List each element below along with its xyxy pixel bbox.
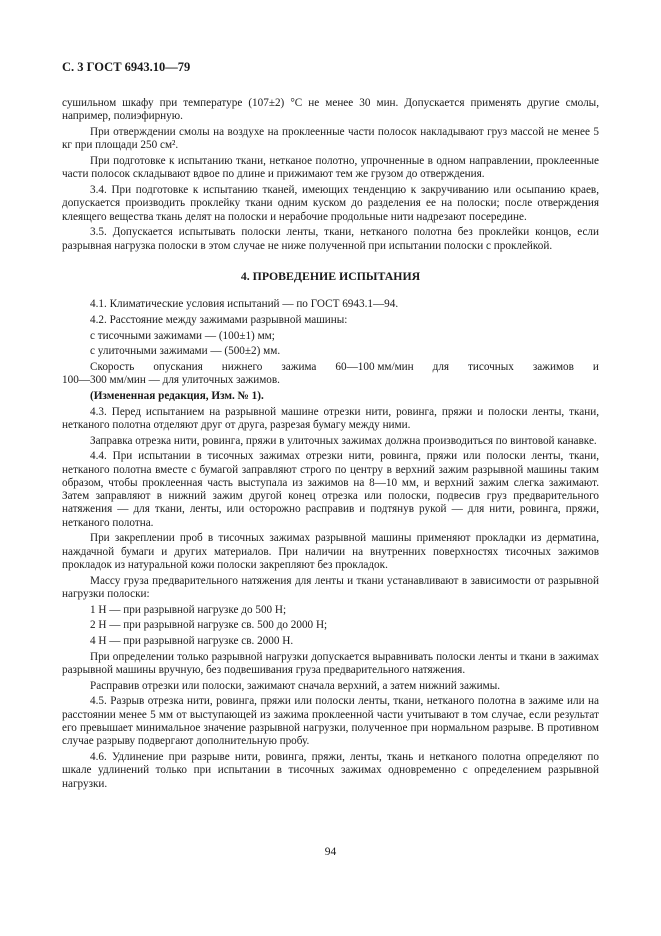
page-number: 94	[324, 846, 337, 858]
body-text	[62, 97, 599, 791]
list-item: с тисочными зажимами — (100±1) мм;	[90, 329, 275, 342]
paragraph-3-4: 3.4. При подготовке к испытанию тканей, имеющих тенденцию к закручиванию или осыпанию краев, допускается производить проклейку ткани одним куском до разделения ее на полоски; после отверждения клеящего вещества ткань делят на полоски и нерабочие продольные нити надрезают посередине.	[62, 183, 599, 223]
list-item: с улиточными зажимами — (500±2) мм.	[90, 345, 281, 358]
paragraph-4-1: 4.1. Климатические условия испытаний — по ГОСТ 6943.1—94.	[90, 298, 399, 311]
paragraph-3-5: 3.5. Допускается испытывать полоски ленты, ткани, нетканого полотна без проклейки концов, если разрывная нагрузка полоски в этом случае не ниже полученной при испытании полоски с проклейкой.	[62, 226, 599, 252]
paragraph-4-5: 4.5. Разрыв отрезка нити, ровинга, пряжи или полоски ленты, ткани, нетканого полотна в зажиме или на расстоянии менее 5 мм от выступающей из зажима проклеенной части учитывают в том случае, если результат его превышает минимальное значение разрывной нагрузки, полученное при нормальном разрыве. В противном случае разрыву подвергают дополнительную пробу.	[62, 695, 599, 748]
speed-continuation: 100—300 мм/мин — для улиточных зажимов.	[62, 374, 280, 387]
word: опускания	[153, 360, 203, 373]
word: 60—100 мм/мин	[335, 360, 414, 373]
paragraph: Массу груза предварительного натяжения для ленты и ткани устанавливают в зависимости от разрывной нагрузки полоски:	[62, 574, 599, 600]
word: Скорость	[90, 360, 135, 373]
word: для	[432, 360, 450, 373]
edition-note: (Измененная редакция, Изм. № 1).	[90, 389, 264, 402]
list-item: 2 Н — при разрывной нагрузке св. 500 до 2000 Н;	[90, 619, 328, 632]
word: тисочных	[468, 360, 514, 373]
paragraph: При закреплении проб в тисочных зажимах разрывной машины применяют прокладки из дерматина, наждачной бумаги и других материалов. При наличии на внутренних поверхностях тисочных зажимов прокладок из натуральной кожи полоски закрепляют без прокладок.	[62, 532, 599, 571]
word: зажима	[281, 360, 317, 373]
paragraph: При отверждении смолы на воздухе на проклеенные части полосок накладывают груз массой не менее 5 кг при площади 250 см².	[62, 125, 599, 152]
list-item: 4 Н — при разрывной нагрузке св. 2000 Н.	[90, 635, 294, 648]
word: и	[592, 360, 599, 373]
word: нижнего	[221, 360, 263, 373]
paragraph-4-2: 4.2. Расстояние между зажимами разрывной машины:	[90, 313, 348, 326]
paragraph: При определении только разрывной нагрузки допускается выравнивать полоски ленты и ткани в зажимах разрывной машины вручную, без подвешивания груза предварительного натяжения.	[62, 650, 599, 677]
speed-line	[90, 361, 599, 374]
paragraph: Расправив отрезки или полоски, зажимают сначала верхний, а затем нижний зажимы.	[90, 679, 501, 692]
paragraph-4-4: 4.4. При испытании в тисочных зажимах отрезки нити, ровинга, пряжи или полоски ленты, ткани, нетканого полотна вместе с бумагой заправляют строго по центру в верхний зажим разрывной машины таким образом, чтобы проклеенная часть выступала из зажимов на 8—10 мм, и верхний зажим слегка зажимают. Затем заправляют в нижний зажим другой конец отрезка или полоски, подвесив груз предварительного натяжения — для ткани, ленты, или осторожно расправив и подтянув рукой — для нити, ровинга, пряжи, нетканого полотна.	[62, 450, 599, 529]
paragraph-4-3: 4.3. Перед испытанием на разрывной машине отрезки нити, ровинга, пряжи и полоски ленты, ткани, нетканого полотна отделяют друг от друга, разрезая бумагу между ними.	[62, 405, 599, 431]
paragraph: При подготовке к испытанию ткани, нетканое полотно, упрочненные в одном направлении, проклеенные части полосок складывают вдвое по длине и прижимают тем же грузом до отверждения.	[62, 154, 599, 181]
list-item: 1 Н — при разрывной нагрузке до 500 Н;	[90, 603, 287, 616]
word: зажимов	[532, 360, 574, 373]
paragraph: Заправка отрезка нити, ровинга, пряжи в улиточных зажимах должна производиться по винтовой канавке.	[90, 434, 597, 447]
document-page	[62, 60, 599, 793]
section-title: 4. ПРОВЕДЕНИЕ ИСПЫТАНИЯ	[240, 268, 421, 283]
paragraph-4-6: 4.6. Удлинение при разрыве нити, ровинга, пряжи, ленты, ткань и нетканого полотна определяют по шкале удлинений только при испытании в тисочных зажимах одновременно с определением разрывной нагрузки.	[62, 750, 599, 790]
paragraph: сушильном шкафу при температуре (107±2) °С не менее 30 мин. Допускается применять другие смолы, например, полиэфирную.	[62, 97, 599, 123]
page-header: С. 3 ГОСТ 6943.10—79	[62, 60, 191, 74]
